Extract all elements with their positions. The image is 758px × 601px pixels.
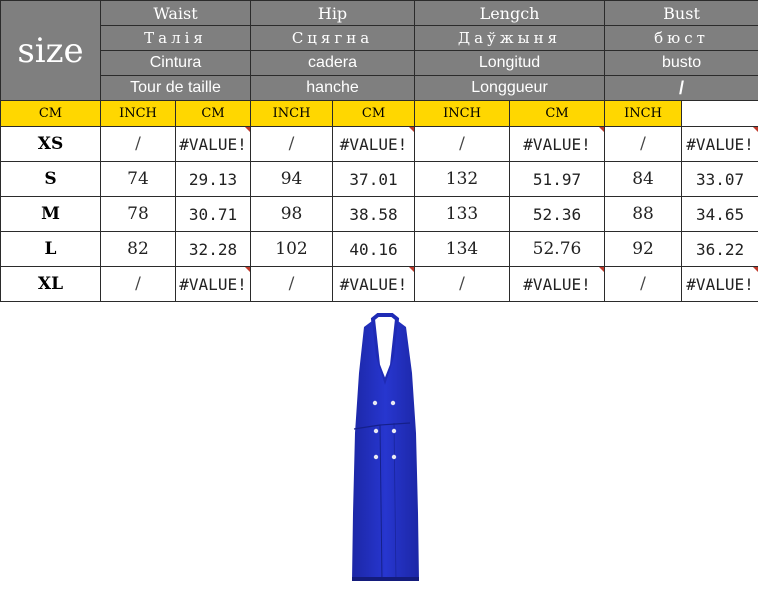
length-header-es: Longitud [415,51,605,76]
table-cell: 134 [415,232,510,267]
unit-inch-bust: INCH [605,101,682,127]
table-cell: 78 [101,197,176,232]
waist-header-be: Талія [101,26,251,51]
table-cell: 82 [101,232,176,267]
table-cell: #VALUE! [176,267,251,302]
size-header: size [1,1,101,101]
table-cell: 32.28 [176,232,251,267]
bust-header-es: busto [605,51,758,76]
table-cell: 102 [251,232,333,267]
table-cell: 40.16 [333,232,415,267]
table-cell: 33.07 [682,162,758,197]
table-cell: #VALUE! [176,127,251,162]
table-row [1,197,758,232]
table-cell: 133 [415,197,510,232]
table-cell: / [101,127,176,162]
unit-row [1,101,758,127]
row-size-label: XS [1,127,101,162]
table-cell: 29.13 [176,162,251,197]
length-header-fr: Longgueur [415,76,605,101]
table-cell: 92 [605,232,682,267]
table-cell: #VALUE! [333,267,415,302]
bust-header-fr: / [605,76,758,101]
table-cell: / [415,267,510,302]
table-cell: 132 [415,162,510,197]
table-cell: / [605,127,682,162]
row-size-label: S [1,162,101,197]
table-cell: 52.76 [510,232,605,267]
length-header-be: Даўжыня [415,26,605,51]
table-cell: 84 [605,162,682,197]
table-cell: 74 [101,162,176,197]
table-cell: 30.71 [176,197,251,232]
table-cell: / [101,267,176,302]
halter-dress-icon [340,313,430,585]
table-cell: 88 [605,197,682,232]
header-row-belarusian [1,26,758,51]
header-row-spanish [1,51,758,76]
product-image [340,313,430,585]
table-cell: 51.97 [510,162,605,197]
table-cell: #VALUE! [333,127,415,162]
table-row [1,162,758,197]
hip-header-be: Сцягна [251,26,415,51]
hip-header: Hip [251,1,415,26]
table-cell: 36.22 [682,232,758,267]
row-size-label: L [1,232,101,267]
table-row [1,267,758,302]
table-cell: / [251,267,333,302]
table-cell: #VALUE! [510,127,605,162]
hip-header-es: cadera [251,51,415,76]
unit-cm-length: CM [333,101,415,127]
table-row [1,127,758,162]
waist-header-fr: Tour de taille [101,76,251,101]
row-size-label: XL [1,267,101,302]
table-cell: 37.01 [333,162,415,197]
table-cell: / [415,127,510,162]
unit-inch-hip: INCH [251,101,333,127]
unit-inch-waist: INCH [101,101,176,127]
unit-cm-hip: CM [176,101,251,127]
table-cell: / [605,267,682,302]
waist-header: Waist [101,1,251,26]
waist-header-es: Cintura [101,51,251,76]
table-cell: #VALUE! [510,267,605,302]
table-cell: #VALUE! [682,127,758,162]
bust-header-be: бюст [605,26,758,51]
unit-inch-length: INCH [415,101,510,127]
row-size-label: M [1,197,101,232]
table-row [1,232,758,267]
unit-cm-bust: CM [510,101,605,127]
bust-header: Bust [605,1,758,26]
table-cell: 98 [251,197,333,232]
table-cell: 38.58 [333,197,415,232]
header-row-english [1,1,758,26]
table-cell: 34.65 [682,197,758,232]
length-header: Lengch [415,1,605,26]
table-cell: 94 [251,162,333,197]
unit-cm-waist: CM [1,101,101,127]
header-row-french [1,76,758,101]
hip-header-fr: hanche [251,76,415,101]
table-cell: 52.36 [510,197,605,232]
table-cell: / [251,127,333,162]
table-cell: #VALUE! [682,267,758,302]
